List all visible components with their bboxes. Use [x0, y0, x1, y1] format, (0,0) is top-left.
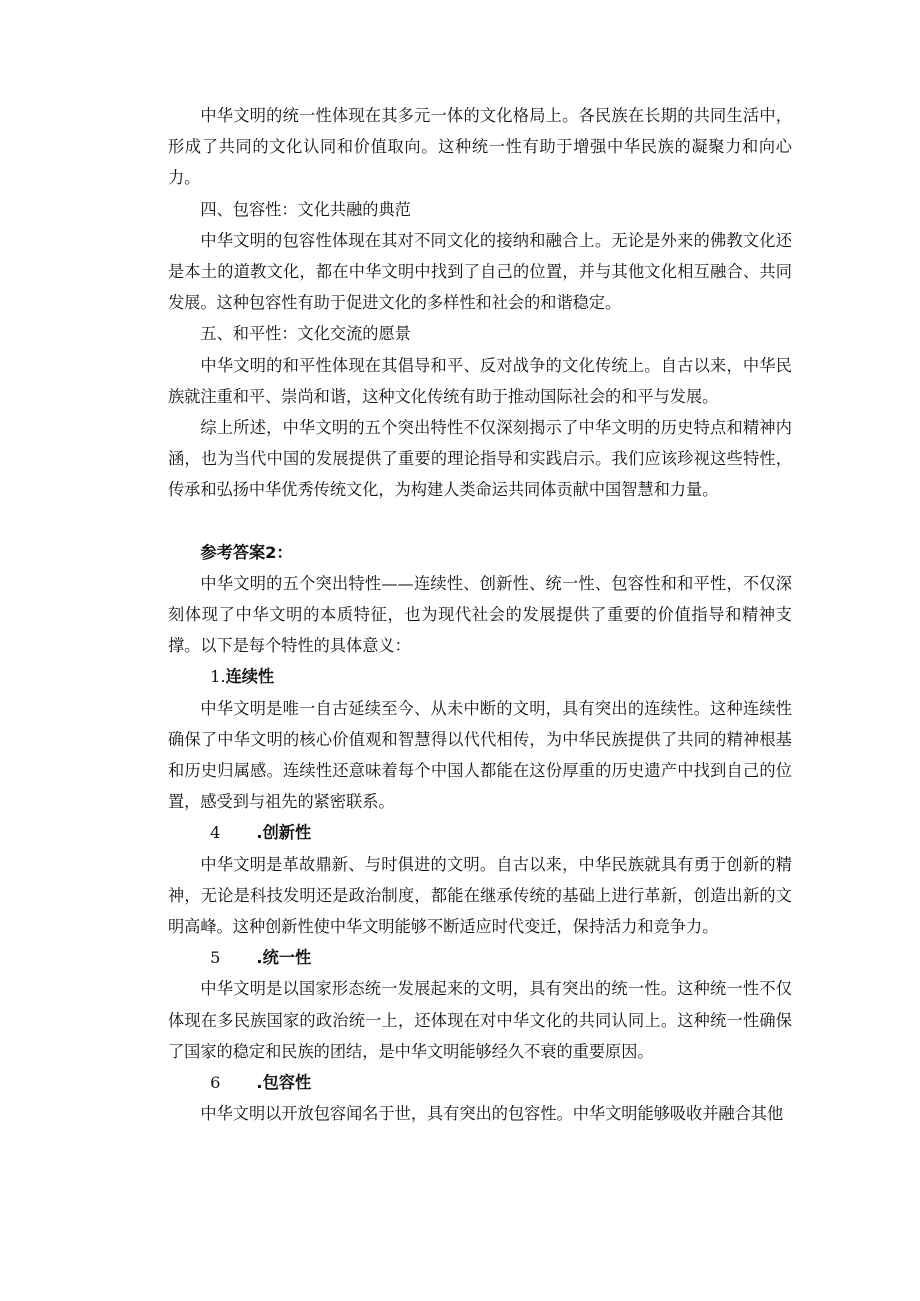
answer2-intro-paragraph: 中华文明的五个突出特性——连续性、创新性、统一性、包容性和和平性，不仅深刻体现了中华文明的本质特征，也为现代社会的发展提供了重要的价值指导和精神支撑。以下是每个特性的具体意义： [168, 573, 792, 656]
item-title: .包容性 [256, 1073, 312, 1093]
section-heading-peacefulness: 五、和平性：文化交流的愿景 [200, 324, 411, 344]
section-heading-inclusiveness: 四、包容性：文化共融的典范 [200, 199, 411, 219]
item-number: 4 [210, 823, 221, 843]
item-number: 5 [210, 948, 221, 968]
unity-item-paragraph: 中华文明是以国家形态统一发展起来的文明，具有突出的统一性。这种统一性不仅体现在多民族国家的政治统一上，还体现在对中华文化的共同认同上。这种统一性确保了国家的稳定和民族的团结，是中华文明能够经久不衰的重要原因。 [168, 979, 792, 1061]
item-title: .统一性 [256, 948, 312, 968]
unity-paragraph: 中华文明的统一性体现在其多元一体的文化格局上。各民族在长期的共同生活中，形成了共同的文化认同和价值取向。这种统一性有助于增强中华民族的凝聚力和向心力。 [168, 106, 792, 188]
answer2-label: 参考答案2： [200, 542, 293, 562]
item-heading-inclusiveness [168, 1067, 792, 1098]
item-heading-unity [168, 942, 792, 973]
inclusiveness-item-paragraph: 中华文明以开放包容闻名于世，具有突出的包容性。中华文明能够吸收并融合其他 [200, 1104, 784, 1124]
item-number: 6 [210, 1073, 221, 1093]
document-body [168, 100, 792, 1130]
conclusion-paragraph: 综上所述，中华文明的五个突出特性不仅深刻揭示了中华文明的历史特点和精神内涵，也为当代中国的发展提供了重要的理论指导和实践启示。我们应该珍视这些特性，传承和弘扬中华优秀传统文化，为构建人类命运共同体贡献中国智慧和力量。 [168, 418, 792, 500]
item-heading-continuity [168, 661, 792, 692]
item-title: 连续性 [225, 667, 275, 687]
continuity-paragraph: 中华文明是唯一自古延续至今、从未中断的文明，具有突出的连续性。这种连续性确保了中华文明的核心价值观和智慧得以代代相传，为中华民族提供了共同的精神根基和历史归属感。连续性还意味着每个中国人都能在这份厚重的历史遗产中找到自己的位置，感受到与祖先的紧密联系。 [168, 698, 792, 812]
section-spacer [168, 506, 792, 537]
peacefulness-paragraph: 中华文明的和平性体现在其倡导和平、反对战争的文化传统上。自古以来，中华民族就注重和平、崇尚和谐，这种文化传统有助于推动国际社会的和平与发展。 [168, 355, 792, 406]
item-title: .创新性 [256, 823, 312, 843]
innovation-paragraph: 中华文明是革故鼎新、与时俱进的文明。自古以来，中华民族就具有勇于创新的精神，无论是科技发明还是政治制度，都能在继承传统的基础上进行革新，创造出新的文明高峰。这种创新性使中华文明能够不断适应时代变迁，保持活力和竞争力。 [168, 854, 792, 937]
item-heading-innovation [168, 817, 792, 848]
item-number: 1. [210, 667, 226, 687]
inclusiveness-paragraph: 中华文明的包容性体现在其对不同文化的接纳和融合上。无论是外来的佛教文化还是本土的道教文化，都在中华文明中找到了自己的位置，并与其他文化相互融合、共同发展。这种包容性有助于促进文化的多样性和社会的和谐稳定。 [168, 230, 792, 313]
